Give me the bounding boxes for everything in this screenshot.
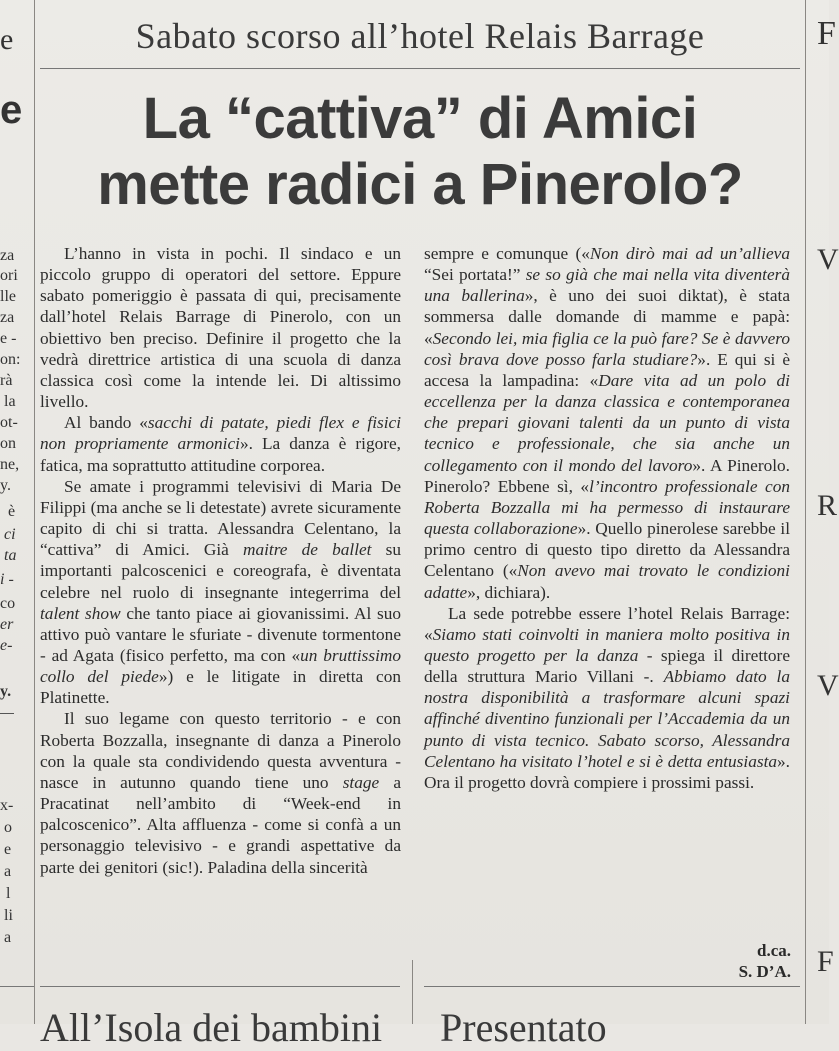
fragment: x-	[0, 797, 14, 814]
fragment: li	[4, 907, 13, 924]
paragraph: Se amate i programmi televisivi di Maria De Filippi (ma anche se li detestate) avrete sicuramente capito di chi si tratta. Alessandra Celentano, la “cattiva” di Amici. Già maitre de ballet su importanti palcoscenici e coreografa, è diventata celebre nel ruolo di insegnante integerrima del talent show che tanto piace ai giovanissimi. Al suo attivo può vantare le sfuriate - divenute tormentone - ad Agata (fisico perfetto, ma con «un bruttissimo collo del piede») e le litigate in diretta con Platinette.	[40, 476, 402, 708]
fragment: lle	[0, 288, 16, 305]
fragment: R	[817, 489, 838, 522]
fragment: co	[0, 595, 16, 612]
fragment: y.	[0, 683, 12, 700]
fragment: l	[6, 885, 11, 902]
fragment: V	[817, 669, 839, 702]
headline-line-2: mette radici a Pinerolo?	[97, 152, 743, 217]
bottom-rule-left	[40, 986, 400, 987]
fragment: ta	[4, 547, 17, 564]
rule	[0, 986, 34, 987]
fragment: on	[0, 435, 16, 452]
fragment: i -	[0, 571, 14, 588]
fragment: y.	[0, 477, 11, 494]
fragment: ori	[0, 267, 18, 284]
paragraph: La sede potrebbe essere l’hotel Relais Barrage: «Siamo stati coinvolti in maniera molto positiva in questo progetto per la danza - spiega il direttore della struttura Mario Villani -. Abbiamo dato la nostra disponibilità a trasformare alcuni spazi affinché diventino funzionali per l’Accademia da un punto di vista tecnico. Sabato scorso, Alessandra Celentano ha visitato l’hotel e si è detta entusiasta». Ora il progetto dovrà compiere i prossimi passi.	[424, 603, 790, 792]
fragment: za	[0, 309, 15, 326]
fragment: e	[0, 88, 23, 132]
next-article-headline-right: Presentato	[440, 1005, 607, 1050]
paragraph: L’hanno in vista in pochi. Il sindaco e un piccolo gruppo di operatori del settore. Eppure sabato pomeriggio è passata di qui, precisamente dall’hotel Relais Barrage di Pinerolo, con un obiettivo ben preciso. Definire il progetto che la vedrà direttrice artistica di una scuola di danza classica così come la intende lei. Di altissimo livello.	[40, 244, 401, 412]
next-article-headline-left: All’Isola dei bambini	[40, 1005, 383, 1050]
fragment: on:	[0, 351, 21, 368]
fragment: la	[4, 393, 16, 410]
fragment: za	[0, 247, 15, 264]
signature-initials: d.ca.	[757, 941, 791, 960]
fragment: ot-	[0, 414, 18, 431]
column-rule-bottom	[412, 960, 413, 1024]
neighbor-article-right	[805, 0, 839, 1024]
paragraph: sempre e comunque («Non dirò mai ad un’allieva “Sei portata!” se so già che mai nella vita diventerà una ballerina», è uno dei suoi diktat), è stata sommersa dalle domande di mamme e papà: «Secondo lei, mia figlia ce la può fare? Se è davvero così brava dove posso farla studiare?». E qui si è accesa la lampadina: «Dare vita ad un polo di eccellenza per la danza classica e contemporanea che prepari giovani talenti da un punto di vista tecnico e professionale, che sia anche un collegamento con il mondo del lavoro». A Pinerolo. Pinerolo? Ebbene sì, «l’incontro professionale con Roberta Bozzalla mi ha permesso di instaurare questa collaborazione». Quello pinerolese sarebbe il primo centro di questo tipo diretto da Alessandra Celentano («Non avevo mai trovato le condizioni adatte», dichiara).	[424, 244, 790, 602]
headline-line-1: La “cattiva” di Amici	[142, 86, 698, 151]
fragment: e	[4, 841, 12, 858]
fragment: a	[4, 863, 12, 880]
signature-author: S. D’A.	[738, 962, 791, 981]
fragment: F	[817, 15, 836, 52]
article-kicker: Sabato scorso all’hotel Relais Barrage	[135, 16, 705, 56]
article-column-2	[424, 243, 790, 793]
article-headline	[40, 86, 800, 218]
fragment: è	[8, 503, 16, 520]
fragment: ci	[4, 526, 16, 543]
paragraph: Il suo legame con questo territorio - e con Roberta Bozzalla, insegnante di danza a Pinerolo con la quale sta condividendo questa avventura - nasce in autunno quando tiene uno stage a Pracatinat nell’ambito di “Week-end in palcoscenico”. Alta affluenza - come si confà a un personaggio televisivo - e grandi aspettative da parte dei genitori (sic!). Paladina della sincerità	[40, 709, 401, 877]
fragment: o	[4, 819, 12, 836]
article-column-1	[40, 243, 401, 878]
fragment: e	[0, 23, 14, 56]
fragment: e -	[0, 330, 17, 347]
neighbor-article-left	[0, 0, 34, 1024]
fragment: V	[817, 243, 839, 276]
fragment: e-	[0, 637, 13, 654]
fragment: er	[0, 616, 14, 633]
fragment: ne,	[0, 456, 20, 473]
paragraph: Al bando «sacchi di patate, piedi flex e fisici non propriamente armonici». La danza è rigore, fatica, ma soprattutto attitudine corporea.	[40, 413, 402, 475]
bottom-rule-right	[424, 986, 800, 987]
fragment: a	[4, 929, 12, 946]
dash-rule	[0, 713, 14, 714]
column-rule-left	[34, 0, 35, 1024]
fragment: F	[817, 945, 834, 978]
fragment: rà	[0, 372, 13, 389]
kicker-rule	[40, 68, 800, 69]
